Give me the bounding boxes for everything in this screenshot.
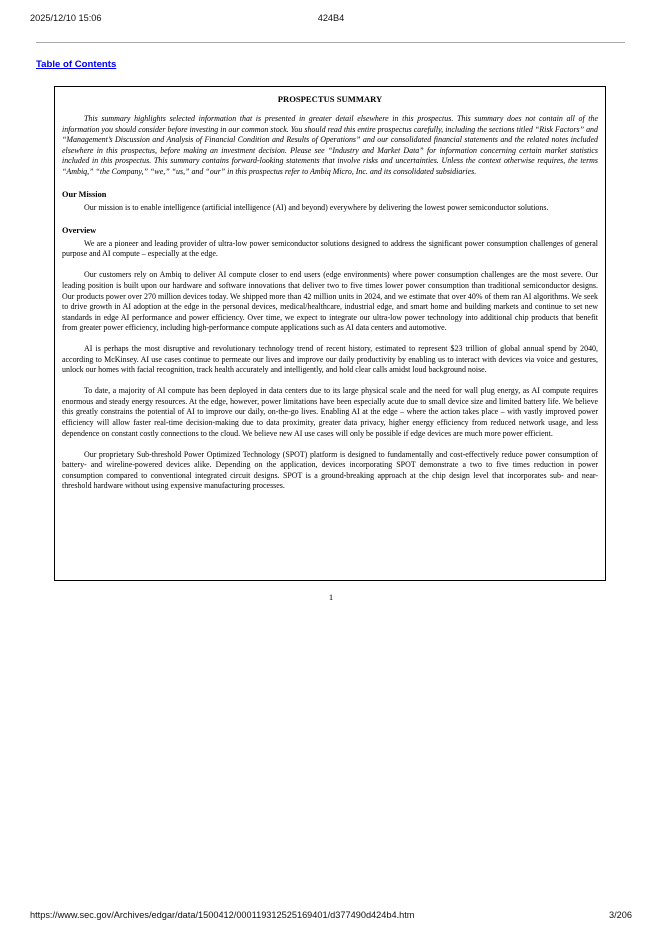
print-url: https://www.sec.gov/Archives/edgar/data/1500412/000119312525169401/d377490d424b4.htm (30, 910, 415, 920)
overview-paragraph: We are a pioneer and leading provider of ultra-low power semiconductor solutions designed to address the significant power consumption challenges of general purpose and AI compute – especially at the edge. (62, 238, 598, 259)
overview-paragraph: Our proprietary Sub-threshold Power Optimized Technology (SPOT) platform is designed to fundamentally and cost-effectively reduce power consumption of battery- and wireline-powered devices alike. Depending on the application, devices incorporating SPOT demonstrate a two to five times reduction in power consumption compared to conventional integrated circuit designs. SPOT is a ground-breaking approach at the chip design level that incorporates sub- and near-threshold hardware without using expensive manufacturing processes. (62, 449, 598, 491)
print-page-count: 3/206 (609, 910, 632, 920)
mission-heading: Our Mission (62, 190, 107, 200)
print-doc-title: 424B4 (317, 13, 345, 23)
intro-paragraph: This summary highlights selected information that is presented in greater detail elsewhere in this prospectus. This summary does not contain all of the information you should consider before investing in our common stock. You should read this entire prospectus carefully, including the sections titled “Risk Factors” and “Management’s Discussion and Analysis of Financial Condition and Results of Operations” and our consolidated financial statements and the related notes included elsewhere in this prospectus, before making an investment decision. Please see “Industry and Market Data” for information concerning certain market statistics included in this prospectus. This summary contains forward-looking statements that involve risks and uncertainties. Unless the context otherwise requires, the terms “Ambiq,” “the Company,” “we,” “us,” and “our” in this prospectus refer to Ambiq Micro, Inc. and its consolidated subsidiaries. (62, 114, 598, 176)
print-datetime: 2025/12/10 15:06 (30, 13, 102, 23)
table-of-contents-link[interactable]: Table of Contents (36, 59, 117, 70)
section-title: PROSPECTUS SUMMARY (277, 94, 383, 104)
overview-paragraph: To date, a majority of AI compute has been deployed in data centers due to its large physical scale and the need for wall plug energy, as AI compute requires enormous and steady energy resources. At the edge, however, power limitations have been especially acute due to small device size and limited battery life. We believe this greatly constrains the potential of AI to improve our daily, on-the-go lives. Enabling AI at the edge – where the action takes place – with vastly improved power efficiency will allow faster real-time decision-making due to data proximity, greater data privacy, higher energy efficiency from reduced network usage, and less dependence on constant costly connections to the cloud. We believe new AI use cases will only be possible if edge devices are much more power efficient. (62, 386, 598, 438)
overview-paragraph: Our customers rely on Ambiq to deliver AI compute closer to end users (edge environments) where power consumption challenges are the most severe. Our leading position is built upon our hardware and software innovations that deliver two to five times lower power consumption than traditional semiconductor designs. Our products power over 270 million devices today. We shipped more than 42 million units in 2024, and we estimate that over 40% of them ran AI algorithms. We seek to drive growth in AI adoption at the edge in the personal devices, medical/healthcare, industrial edge, and smart home and building markets and continue to set new standards in edge AI performance and power efficiency. Over time, we expect to integrate our ultra-low power technology into additional chip products that benefit from greater power efficiency, including high-performance compute applications such as AI data centers and automotive. (62, 270, 598, 333)
mission-paragraph: Our mission is to enable intelligence (artificial intelligence (AI) and beyond) everywhere by delivering the lowest power semiconductor solutions. (84, 202, 549, 212)
overview-heading: Overview (62, 226, 97, 236)
overview-paragraph: AI is perhaps the most disruptive and revolutionary technology trend of recent history, estimated to represent $23 trillion of global annual spend by 2040, according to McKinsey. AI use cases continue to permeate our lives and improve our daily productivity by enabling us to interact with devices via voice and gestures, unlock our homes with facial recognition, track health accurately and intelligently, and hold clear calls amidst loud background noise. (62, 344, 598, 375)
header-divider (36, 42, 625, 43)
prospectus-summary-box (54, 86, 606, 581)
page-number: 1 (328, 592, 334, 602)
